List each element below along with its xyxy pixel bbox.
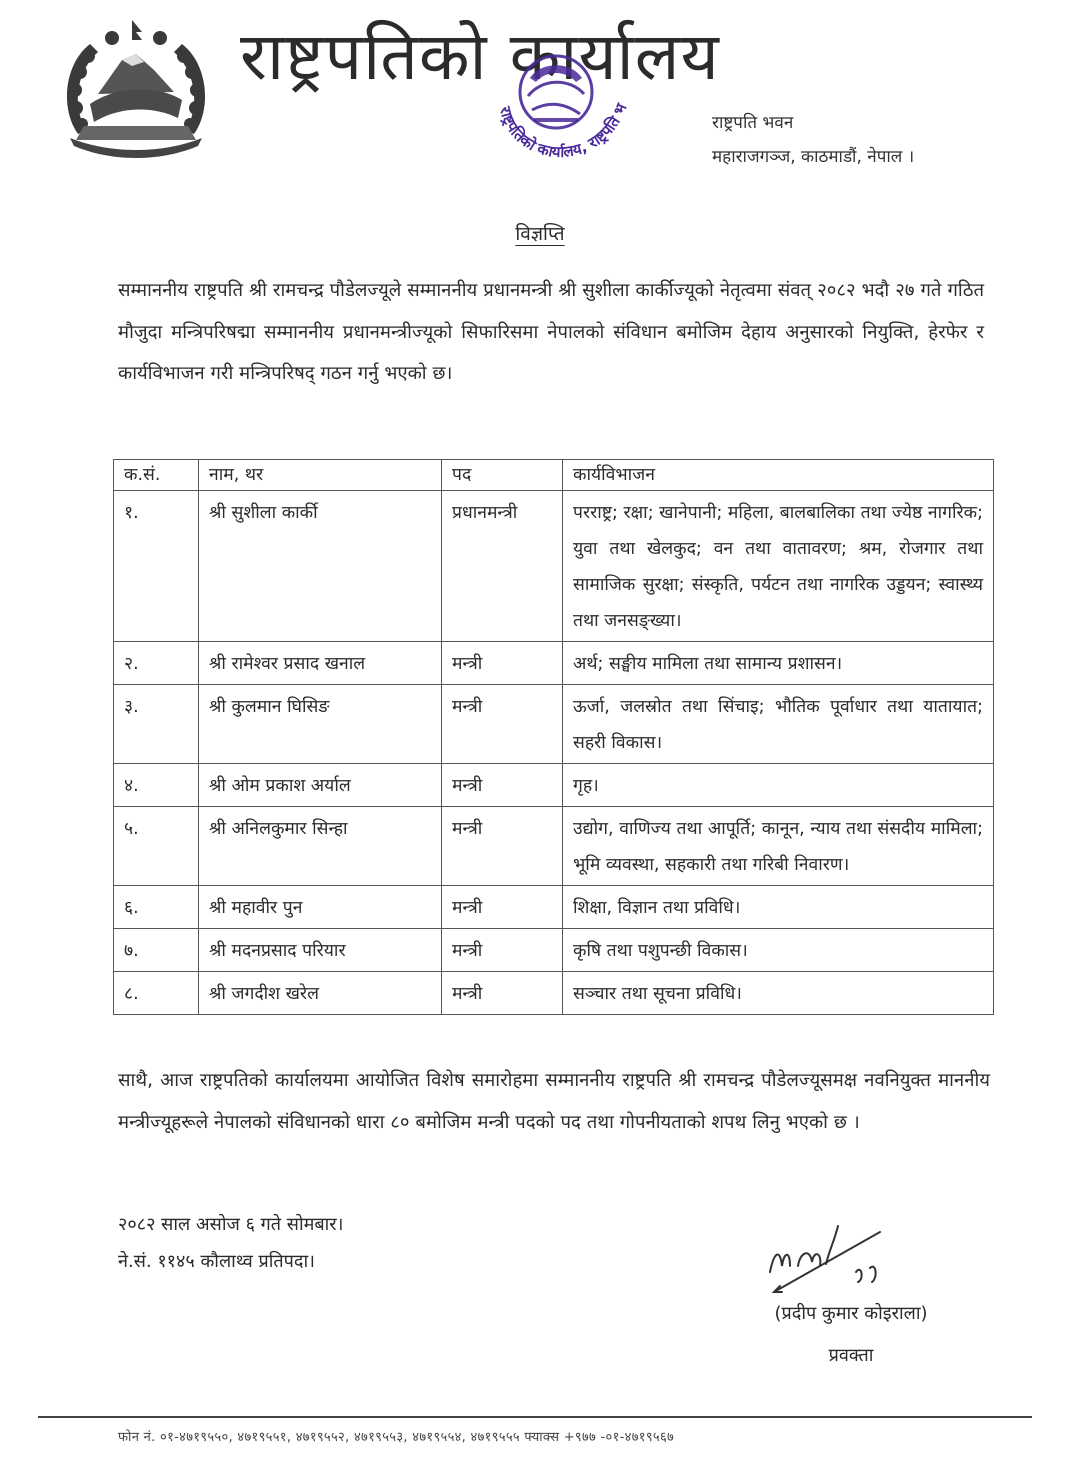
header-name: नाम, थर [199, 460, 442, 491]
cell-portfolio: शिक्षा, विज्ञान तथा प्रविधि। [563, 886, 994, 929]
notice-heading-text: विज्ञप्ति [515, 223, 565, 245]
table-row [114, 491, 994, 642]
stamp-text: राष्ट्रपतिको कार्यालय, राष्ट्रपति भ [495, 100, 631, 161]
cell-serial: ८. [114, 972, 199, 1015]
cell-serial: ६. [114, 886, 199, 929]
cell-name: श्री ओम प्रकाश अर्याल [199, 764, 442, 807]
cell-name: श्री रामेश्वर प्रसाद खनाल [199, 642, 442, 685]
table-row [114, 929, 994, 972]
cell-portfolio: परराष्ट्र; रक्षा; खानेपानी; महिला, बालबालिका तथा ज्येष्ठ नागरिक; युवा तथा खेलकुद; वन तथा वातावरण; श्रम, रोजगार तथा सामाजिक सुरक्षा; संस्कृति, पर्यटन तथा नागरिक उड्डयन; स्वास्थ्य तथा जनसङ्ख्या। [563, 491, 994, 642]
table-row [114, 972, 994, 1015]
cell-post: मन्त्री [442, 929, 563, 972]
cell-portfolio: गृह। [563, 764, 994, 807]
cell-name: श्री कुलमान घिसिङ [199, 685, 442, 764]
cell-serial: ७. [114, 929, 199, 972]
table-row [114, 642, 994, 685]
notice-heading [0, 220, 1080, 246]
date-nepal-sambat: ने.सं. ११४५ कौलाथ्व प्रतिपदा। [118, 1251, 315, 1272]
cell-serial: ३. [114, 685, 199, 764]
footer-contact: फोन नं. ०१-४७१९५५०, ४७१९५५१, ४७१९५५२, ४७१९५५३, ४७१९५५४, ४७१९५५५ फ्याक्स +९७७ -०१-४७१९५६७ [118, 1430, 675, 1445]
footer-divider [38, 1416, 1032, 1418]
address-line-2: महाराजगञ्ज, काठमाडौं, नेपाल । [712, 147, 915, 167]
office-address [712, 106, 914, 174]
cell-name: श्री सुशीला कार्की [199, 491, 442, 642]
header-portfolio: कार्यविभाजन [563, 460, 994, 491]
date-block [118, 1206, 344, 1280]
office-seal-stamp-icon [470, 48, 650, 188]
cell-serial: २. [114, 642, 199, 685]
cell-name: श्री जगदीश खरेल [199, 972, 442, 1015]
notice-paragraph-1: सम्माननीय राष्ट्रपति श्री रामचन्द्र पौडेलज्यूले सम्माननीय प्रधानमन्त्री श्री सुशीला कार्कीज्यूको नेतृत्वमा संवत् २०८२ भदौ २७ गते गठित मौजुदा मन्त्रिपरिषद्मा सम्माननीय प्रधानमन्त्रीज्यूको सिफारिसमा नेपालको संविधान बमोजिम देहाय अनुसारको नियुक्ति, हेरफेर र कार्यविभाजन गरी मन्त्रिपरिषद् गठन गर्नु भएको छ। [118, 280, 984, 384]
signer-block [716, 1293, 986, 1377]
cell-post: मन्त्री [442, 886, 563, 929]
cell-portfolio: अर्थ; सङ्घीय मामिला तथा सामान्य प्रशासन। [563, 642, 994, 685]
cell-serial: १. [114, 491, 199, 642]
table-row [114, 886, 994, 929]
table-row [114, 764, 994, 807]
table-row [114, 685, 994, 764]
cell-portfolio: उद्योग, वाणिज्य तथा आपूर्ति; कानून, न्याय तथा संसदीय मामिला; भूमि व्यवस्था, सहकारी तथा गरिबी निवारण। [563, 807, 994, 886]
cell-serial: ५. [114, 807, 199, 886]
cell-post: मन्त्री [442, 807, 563, 886]
cell-post: मन्त्री [442, 764, 563, 807]
date-bikram-sambat: २०८२ साल असोज ६ गते सोमबार। [118, 1214, 344, 1235]
signer-title: प्रवक्ता [828, 1345, 874, 1366]
header-post: पद [442, 460, 563, 491]
cabinet-table [113, 459, 994, 1015]
cell-portfolio: ऊर्जा, जलस्रोत तथा सिंचाइ; भौतिक पूर्वाधार तथा यातायात; सहरी विकास। [563, 685, 994, 764]
cell-name: श्री मदनप्रसाद परियार [199, 929, 442, 972]
cell-post: प्रधानमन्त्री [442, 491, 563, 642]
signer-name: (प्रदीप कुमार कोइराला) [774, 1303, 928, 1324]
notice-paragraph-2: साथै, आज राष्ट्रपतिको कार्यालयमा आयोजित विशेष समारोहमा सम्माननीय राष्ट्रपति श्री रामचन्द्र पौडेलज्यूसमक्ष नवनियुक्त माननीय मन्त्रीज्यूहरूले नेपालको संविधानको धारा ८० बमोजिम मन्त्री पदको पद तथा गोपनीयताको शपथ लिनु भएको छ । [118, 1070, 990, 1133]
cell-post: मन्त्री [442, 685, 563, 764]
header-serial: क.सं. [114, 460, 199, 491]
cell-name: श्री अनिलकुमार सिन्हा [199, 807, 442, 886]
cell-portfolio: सञ्चार तथा सूचना प्रविधि। [563, 972, 994, 1015]
cell-post: मन्त्री [442, 642, 563, 685]
table-row [114, 807, 994, 886]
cell-portfolio: कृषि तथा पशुपन्छी विकास। [563, 929, 994, 972]
address-line-1: राष्ट्रपति भवन [712, 113, 794, 133]
cell-name: श्री महावीर पुन [199, 886, 442, 929]
nepal-emblem-icon [50, 14, 222, 164]
handwritten-signature-icon [760, 1222, 920, 1302]
table-header-row [114, 460, 994, 491]
cell-post: मन्त्री [442, 972, 563, 1015]
cell-serial: ४. [114, 764, 199, 807]
office-title: राष्ट्रपतिको कार्यालय [240, 18, 720, 95]
